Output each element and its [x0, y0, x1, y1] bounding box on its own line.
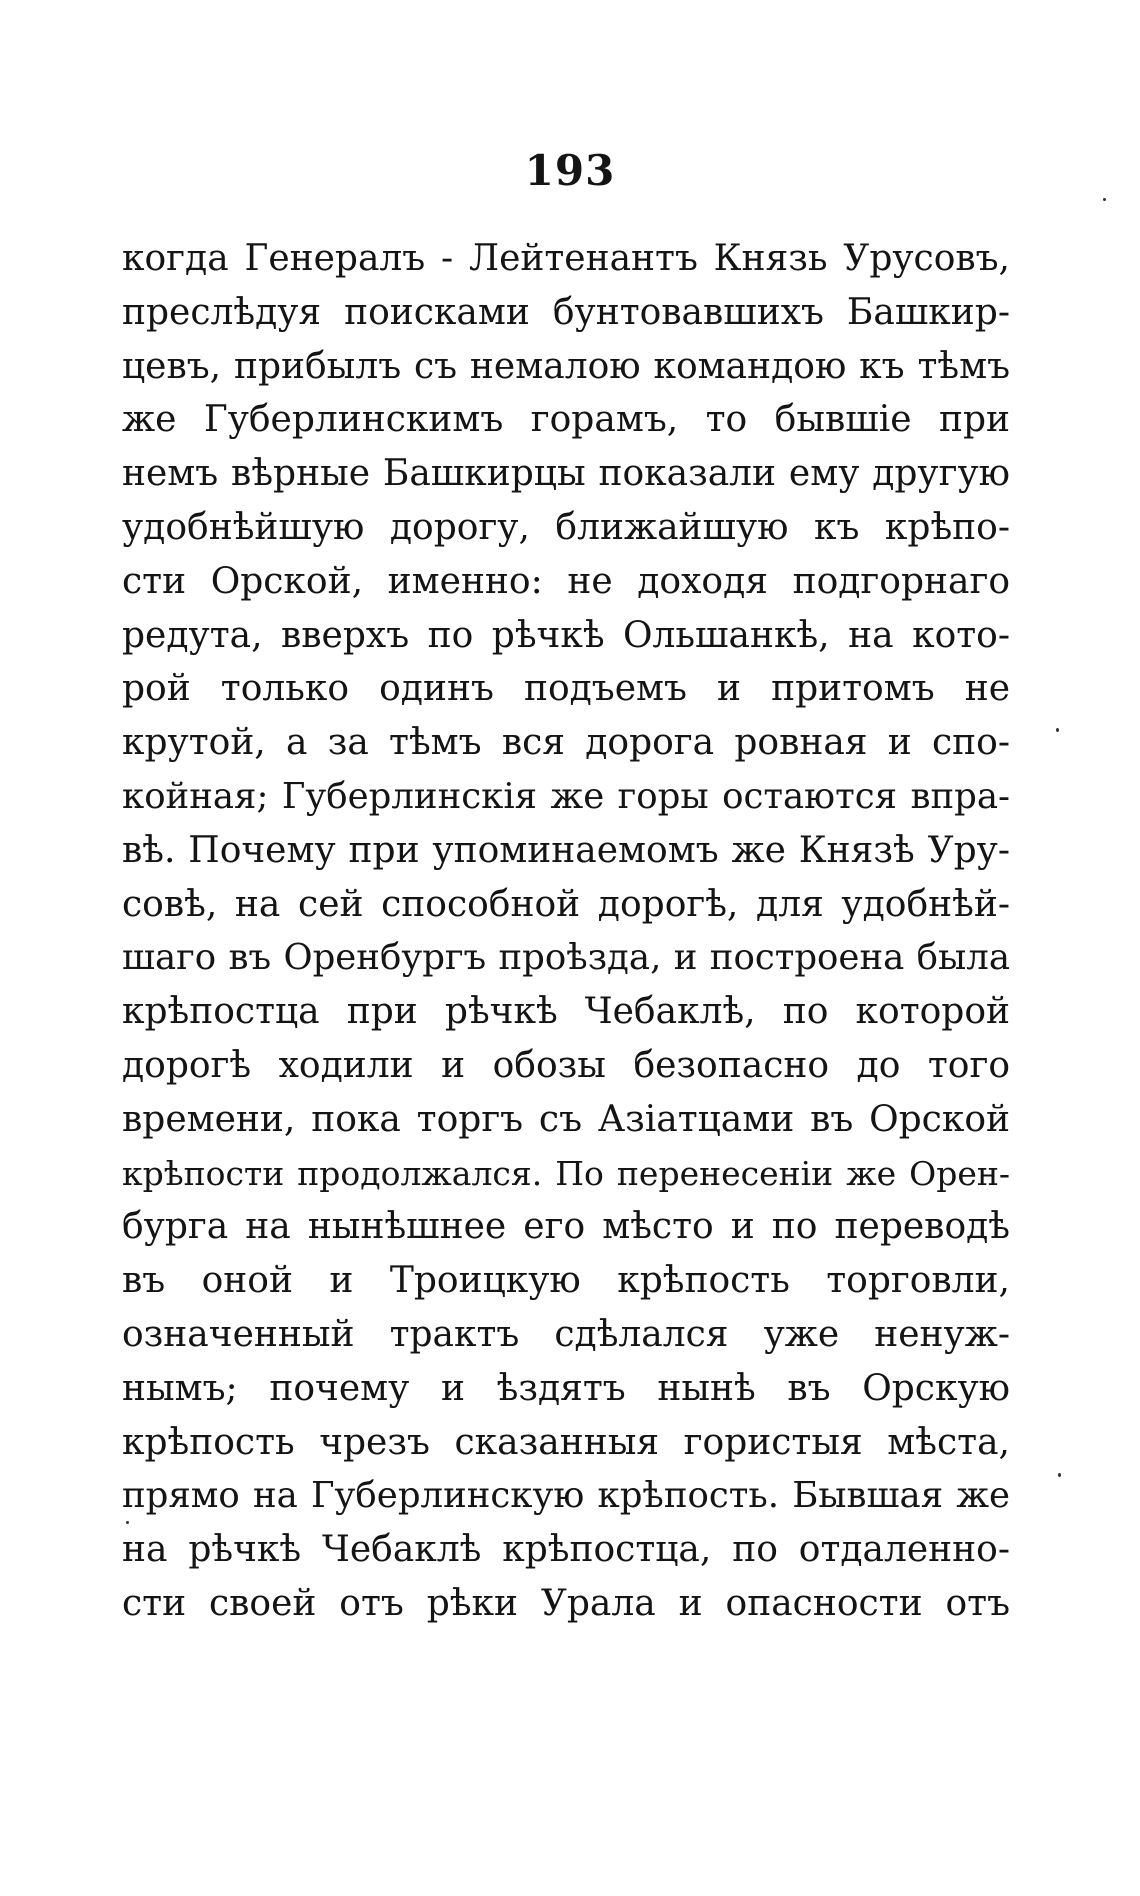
text-line: крѣпостца при рѣчкѣ Чебаклѣ, по которой — [122, 991, 1010, 1033]
text-line: въ оной и Троицкую крѣпость торговли, — [122, 1260, 1010, 1302]
text-line: цевъ, прибылъ съ немалою командою къ тѣмъ — [122, 345, 1010, 387]
text-line: преслѣдуя поисками бунтовавшихъ Башкир- — [122, 291, 1010, 333]
print-speck — [126, 1521, 129, 1524]
text-line: означенный трактъ сдѣлался уже ненуж- — [122, 1313, 1010, 1355]
text-line: крѣпости продолжался. По перенесеніи же Орен- — [122, 1153, 1010, 1193]
print-speck — [1056, 728, 1059, 732]
text-line: на рѣчкѣ Чебаклѣ крѣпостца, по отдаленно- — [122, 1529, 1010, 1571]
text-line: же Губерлинскимъ горамъ, то бывшіе при — [122, 399, 1010, 441]
text-line: крѣпость чрезъ сказанныя гористыя мѣста, — [122, 1421, 1010, 1463]
text-line: койная; Губерлинскія же горы остаются впра- — [122, 775, 1010, 817]
text-line: когда Генералъ - Лейтенантъ Князь Урусовъ, — [122, 238, 1010, 279]
text-line: сти Орской, именно: не доходя подгорнаго — [122, 560, 1010, 602]
print-speck — [1058, 1473, 1061, 1477]
text-line: вѣ. Почему при упоминаемомъ же Князѣ Уру- — [122, 829, 1010, 871]
text-line: немъ вѣрные Башкирцы показали ему другую — [122, 453, 1010, 495]
page-number: 193 — [524, 146, 616, 195]
text-line: дорогѣ ходили и обозы безопасно до того — [122, 1044, 1010, 1086]
text-line: крутой, а за тѣмъ вся дорога ровная и спо- — [122, 722, 1010, 764]
body-text — [122, 232, 1010, 1631]
print-speck — [1103, 198, 1106, 201]
text-line: шаго въ Оренбургъ проѣзда, и построена была — [122, 937, 1010, 979]
text-line: сти своей отъ рѣки Урала и опасности отъ — [122, 1582, 1010, 1624]
text-line: нымъ; почему и ѣздятъ нынѣ въ Орскую — [122, 1367, 1010, 1409]
text-line: совѣ, на сей способной дорогѣ, для удобнѣй- — [122, 883, 1010, 925]
text-line: рой только одинъ подъемъ и притомъ не — [122, 668, 1010, 710]
text-line: прямо на Губерлинскую крѣпость. Бывшая же — [122, 1475, 1010, 1517]
text-line: удобнѣйшую дорогу, ближайшую къ крѣпо- — [122, 506, 1010, 548]
text-line: редута, вверхъ по рѣчкѣ Ольшанкѣ, на кото- — [122, 614, 1010, 656]
text-line: времени, пока торгъ съ Азіатцами въ Орской — [122, 1098, 1010, 1140]
text-line: бурга на нынѣшнее его мѣсто и по переводѣ — [122, 1206, 1010, 1248]
